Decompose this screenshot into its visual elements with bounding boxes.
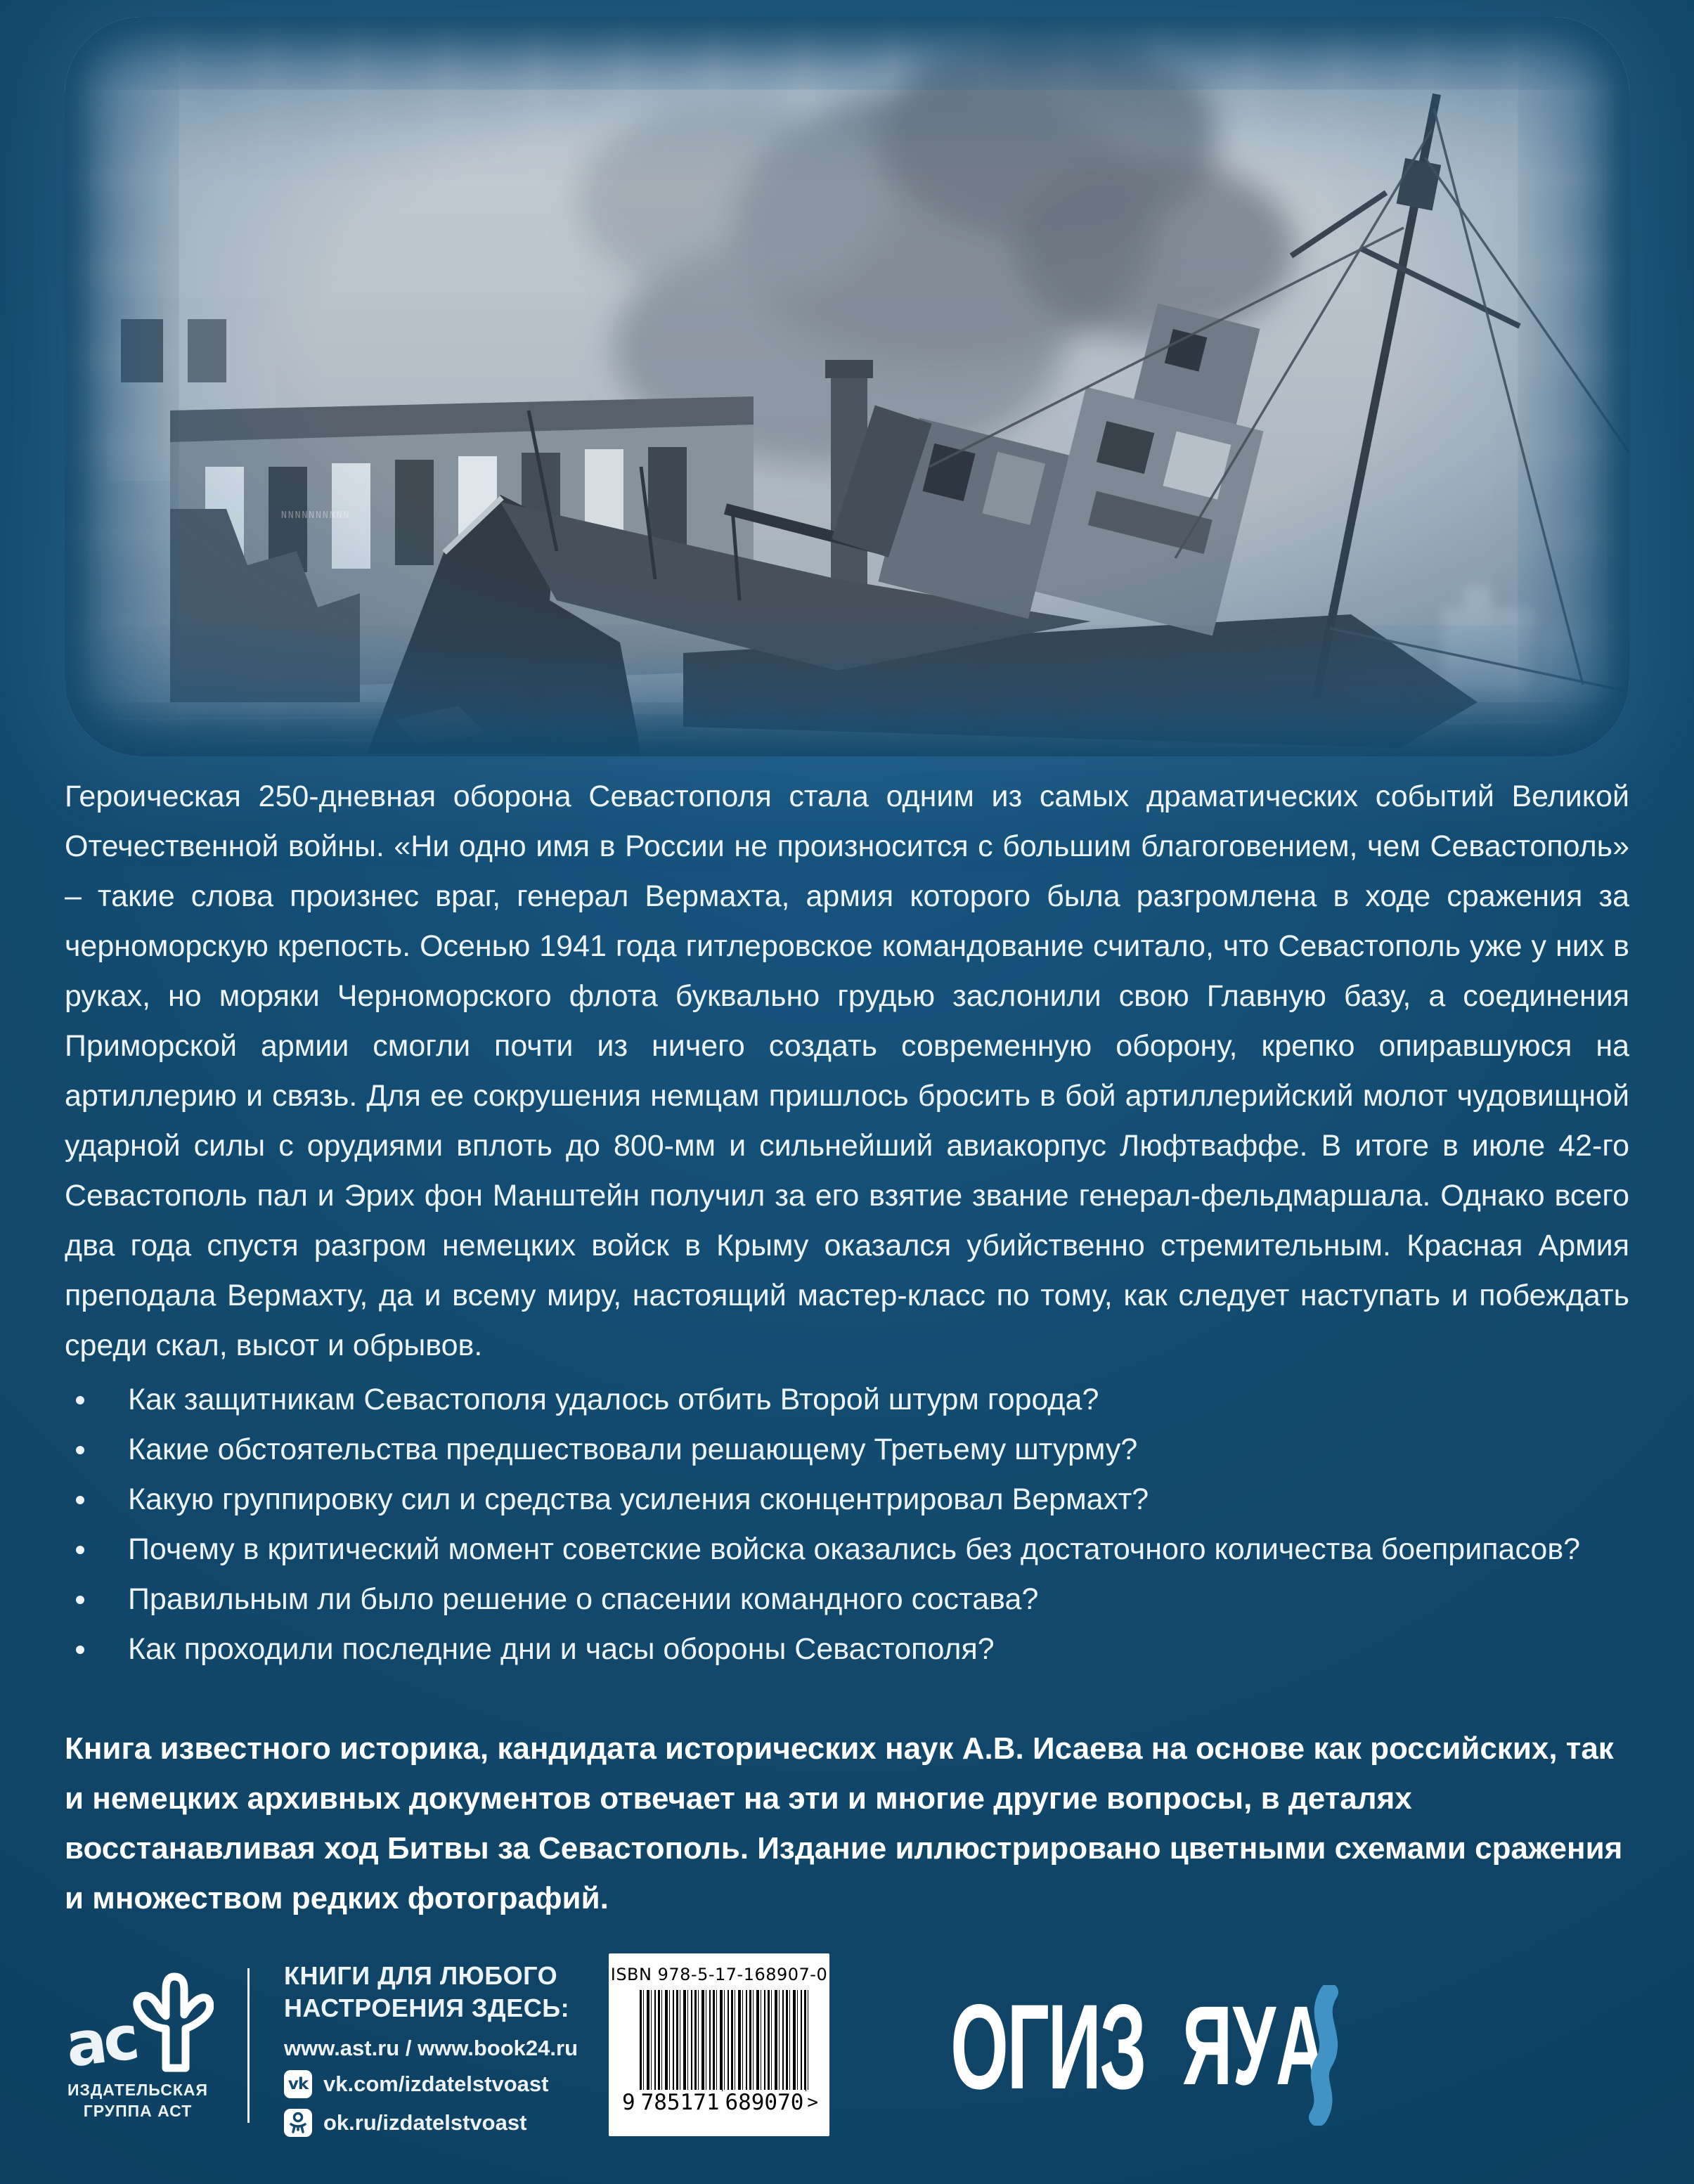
ast-label-line2: ГРУППА АСТ [83,2102,193,2120]
list-item [65,1425,1629,1475]
barcode-bars [640,1990,811,2091]
yauza-letters-right: А [1275,1982,1326,2108]
vk-row [284,2069,614,2100]
ok-link: ok.ru/izdatelstvoast [323,2110,527,2135]
questions-list [65,1375,1629,1674]
footer-divider [247,1968,250,2123]
question-text: Как проходили последние дни и часы обороны Севастополя? [128,1632,995,1666]
isbn-barcode [609,1953,829,2136]
book-description: Героическая 250-дневная оборона Севастополя стала одним из самых драматических событий Великой Отечественной войны. «Ни одно имя в России не произносится с большим благоговением, чем Севастополь» – такие слова произнес враг, генерал Вермахта, армия которого была разгромлена в ходе сражения за черноморскую крепость. Осенью 1941 года гитлеровское командование считало, что Севастополь уже у них в руках, но моряки Черноморского флота буквально грудью заслонили свою Главную базу, а соединения Приморской армии смогли почти из ничего создать современную оборону, крепко опиравшуюся на артиллерию и связь. Для ее сокрушения немцам пришлось бросить в бой артиллерийский молот чудовищной ударной силы с орудиями вплоть до 800-мм и сильнейший авиакорпус Люфтваффе. В итоге в июле 42-го Севастополь пал и Эрих фон Манштейн получил за его взятие звание генерал-фельдмаршала. Однако всего два года спустя разгром немецких войск в Крыму оказался убийственно стремительным. Красная Армия преподала Вермахту, да и всему миру, настоящий мастер-класс по тому, как следует наступать и побеждать среди скал, высот и обрывов. [65,780,1629,1362]
barcode-arrow: > [807,2090,818,2115]
vk-link: vk.com/izdatelstvoast [323,2072,549,2096]
bullet-dot-icon [76,1596,84,1604]
question-text: Правильным ли было решение о спасении командного состава? [128,1582,1039,1616]
barcode-digit-lead: 9 [620,2090,638,2115]
barcode-bars-area [620,1990,818,2115]
bullet-dot-icon [76,1546,84,1554]
promo-heading [284,1960,614,2024]
sunken-ship-photo [65,17,1629,756]
ast-label [53,2079,222,2121]
list-item [65,1475,1629,1525]
question-text: Как защитникам Севастополя удалось отбить Второй штурм города? [128,1383,1099,1416]
publisher-websites: www.ast.ru / www.book24.ru [284,2036,578,2060]
ast-cactus-icon [129,1961,214,2074]
ok-icon-glyph [289,2112,307,2133]
bullet-dot-icon [76,1496,84,1504]
list-item [65,1624,1629,1674]
ast-logo-letters: ас [62,2003,140,2081]
ast-publisher-block [53,1956,222,2121]
ok-icon [284,2109,312,2137]
ast-logo [53,1956,222,2081]
list-item [65,1525,1629,1575]
barcode-digits-group2: 689070 [723,2090,806,2115]
bullet-dot-icon [76,1446,84,1454]
isbn-number: ISBN 978-5-17-168907-0 [610,1965,828,1984]
list-item [65,1375,1629,1425]
barcode-digits-group1: 785171 [639,2090,722,2115]
question-text: Почему в критический момент советские войска оказались без достаточного количества боеприпасов? [128,1532,1581,1566]
list-item [65,1575,1629,1624]
bullet-dot-icon [76,1646,84,1654]
photo-watermark: NNNNNNNNNN [281,510,351,521]
yauza-river-wave-icon [1297,1985,1347,2126]
sunken-ship-illustration [65,17,1629,756]
question-text: Какую группировку сил и средства усиления сконцентрировал Вермахт? [128,1482,1149,1516]
promo-heading-line2: НАСТРОЕНИЯ ЗДЕСЬ: [284,1994,570,2022]
yauza-letters-left: ЯУ [1182,1982,1276,2108]
photo-duotone-overlay [65,17,1629,756]
ok-row [284,2107,614,2138]
vk-icon [284,2070,312,2098]
ast-label-line1: ИЗДАТЕЛЬСКАЯ [67,2081,209,2099]
yauza-logo [1182,1982,1357,2126]
author-annotation: Книга известного историка, кандидата исторических наук А.В. Исаева на основе как российских, так и немецких архивных документов отвечает на эти и многие другие вопросы, в деталях восстанавливая ход Битвы за Севастополь. Издание иллюстрировано цветными схемами сражения и множеством редких фотографий. [65,1731,1623,1915]
promo-block [284,1960,614,2138]
question-text: Какие обстоятельства предшествовали решающему Третьему штурму? [128,1433,1138,1466]
bullet-dot-icon [76,1396,84,1404]
promo-heading-line1: КНИГИ ДЛЯ ЛЮБОГО [284,1961,558,1990]
ogiz-logo: ОГИЗ [950,1979,1145,2114]
barcode-digits [620,2087,818,2115]
vk-icon-glyph: vk [287,2074,309,2093]
